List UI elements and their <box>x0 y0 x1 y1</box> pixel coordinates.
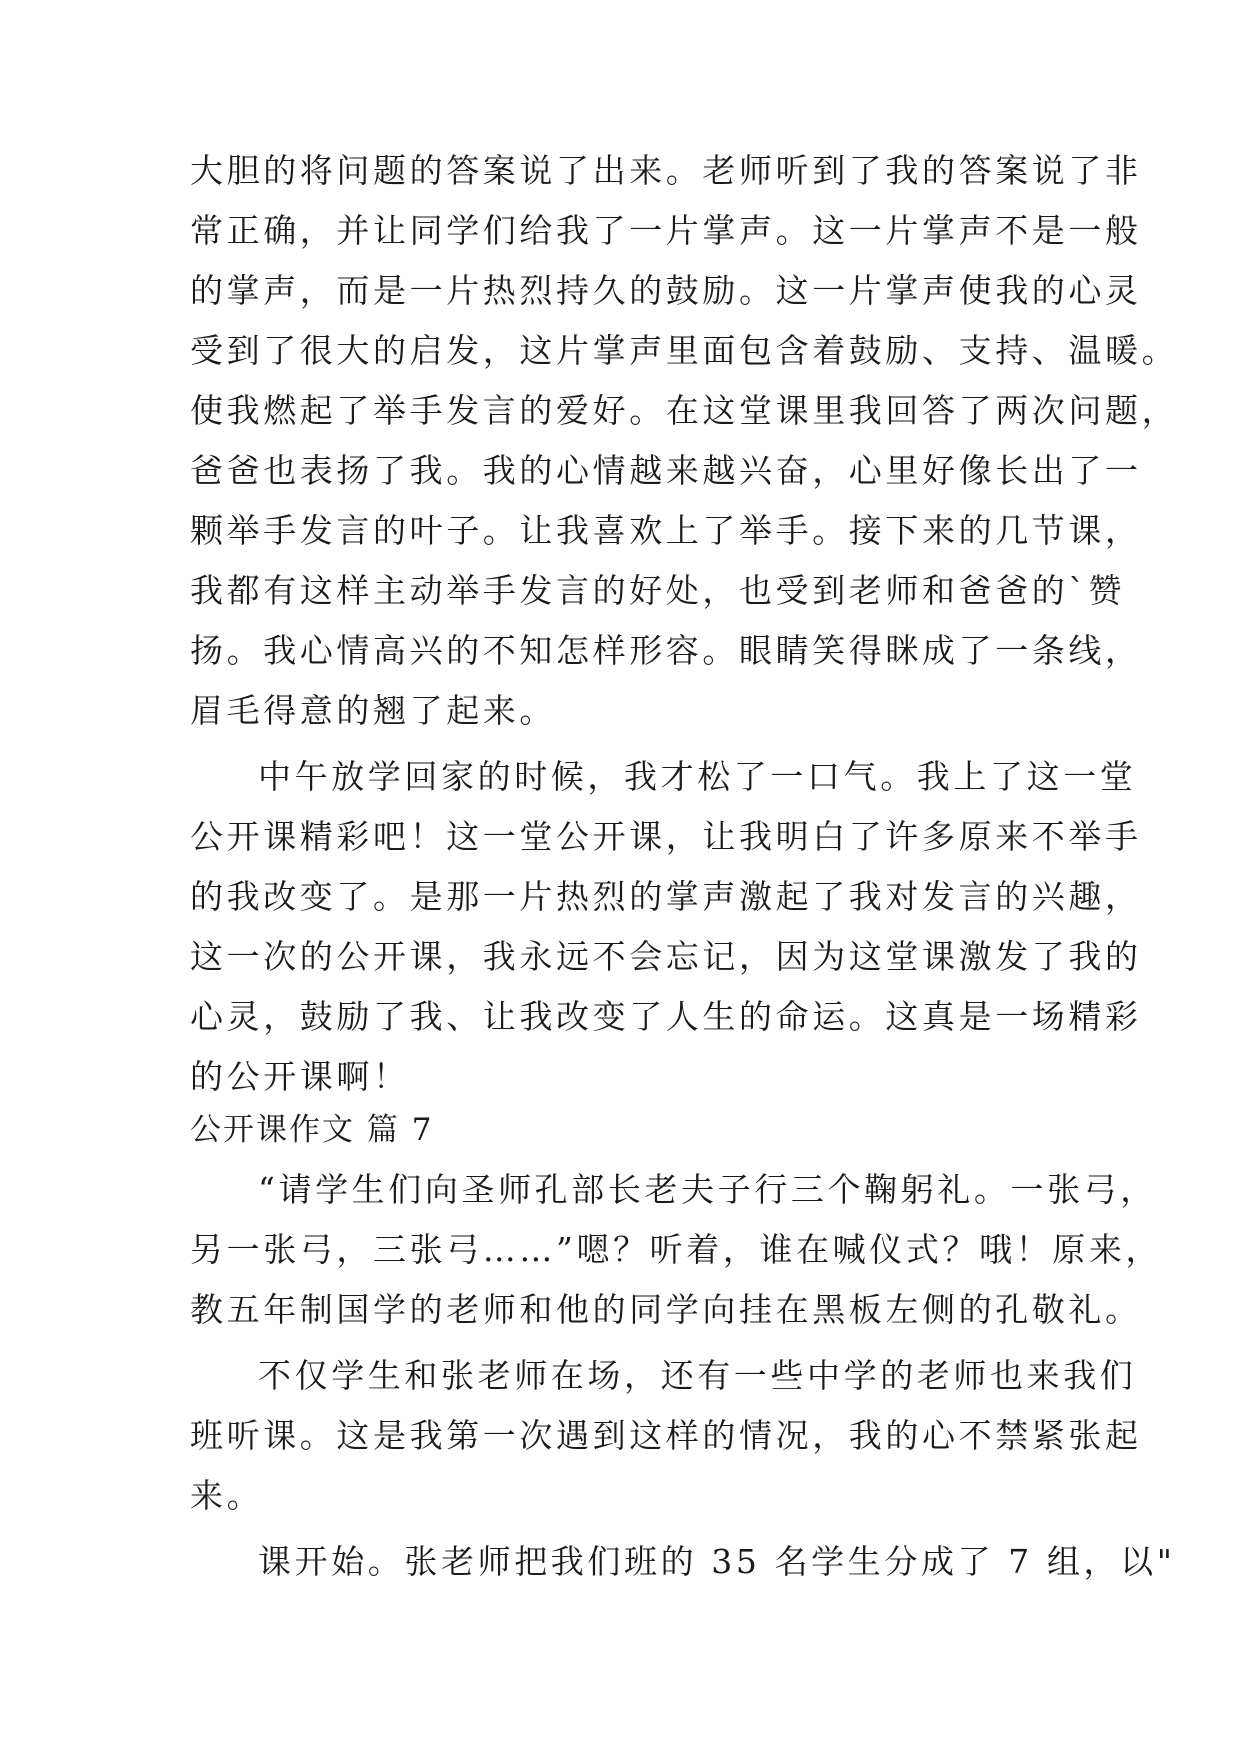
text-line: 的我改变了。是那一片热烈的掌声激起了我对发言的兴趣， <box>190 877 1142 916</box>
text-line: 中午放学回家的时候，我才松了一口气。我上了这一堂 <box>258 757 1137 796</box>
text-line: 扬。我心情高兴的不知怎样形容。眼睛笑得眯成了一条线， <box>190 631 1142 670</box>
text-line: 眉毛得意的翘了起来。 <box>190 691 556 730</box>
section-heading: 公开课作文 篇 7 <box>190 1112 434 1148</box>
text-line: 爸爸也表扬了我。我的心情越来越兴奋，心里好像长出了一 <box>190 451 1142 490</box>
text-line: 常正确，并让同学们给我了一片掌声。这一片掌声不是一般 <box>190 211 1142 250</box>
text-line: 公开课精彩吧！这一堂公开课，让我明白了许多原来不举手 <box>190 817 1142 856</box>
text-line: “请学生们向圣师孔部长老夫子行三个鞠躬礼。一张弓， <box>258 1170 1157 1209</box>
text-line: 我都有这样主动举手发言的好处，也受到老师和爸爸的`赞 <box>190 571 1126 610</box>
text-line: 这一次的公开课，我永远不会忘记，因为这堂课激发了我的 <box>190 937 1142 976</box>
text-line: 心灵，鼓励了我、让我改变了人生的命运。这真是一场精彩 <box>190 997 1142 1036</box>
text-line: 的掌声，而是一片热烈持久的鼓励。这一片掌声使我的心灵 <box>190 271 1142 310</box>
text-line: 颗举手发言的叶子。让我喜欢上了举手。接下来的几节课， <box>190 511 1142 550</box>
text-line: 不仅学生和张老师在场，还有一些中学的老师也来我们 <box>258 1356 1137 1395</box>
text-line: 来。 <box>190 1476 264 1515</box>
text-line: 另一张弓，三张弓……”嗯？听着，谁在喊仪式？哦！原来， <box>190 1230 1163 1269</box>
text-line: 大胆的将问题的答案说了出来。老师听到了我的答案说了非 <box>190 151 1142 190</box>
text-line: 受到了很大的启发，这片掌声里面包含着鼓励、支持、温暖。 <box>190 331 1179 370</box>
text-line: 教五年制国学的老师和他的同学向挂在黑板左侧的孔敬礼。 <box>190 1290 1142 1329</box>
text-line: 班听课。这是我第一次遇到这样的情况，我的心不禁紧张起 <box>190 1416 1142 1455</box>
text-line: 的公开课啊！ <box>190 1057 410 1096</box>
text-line: 使我燃起了举手发言的爱好。在这堂课里我回答了两次问题， <box>190 391 1179 430</box>
text-line: 课开始。张老师把我们班的 35 名学生分成了 7 组，以" <box>258 1542 1176 1581</box>
